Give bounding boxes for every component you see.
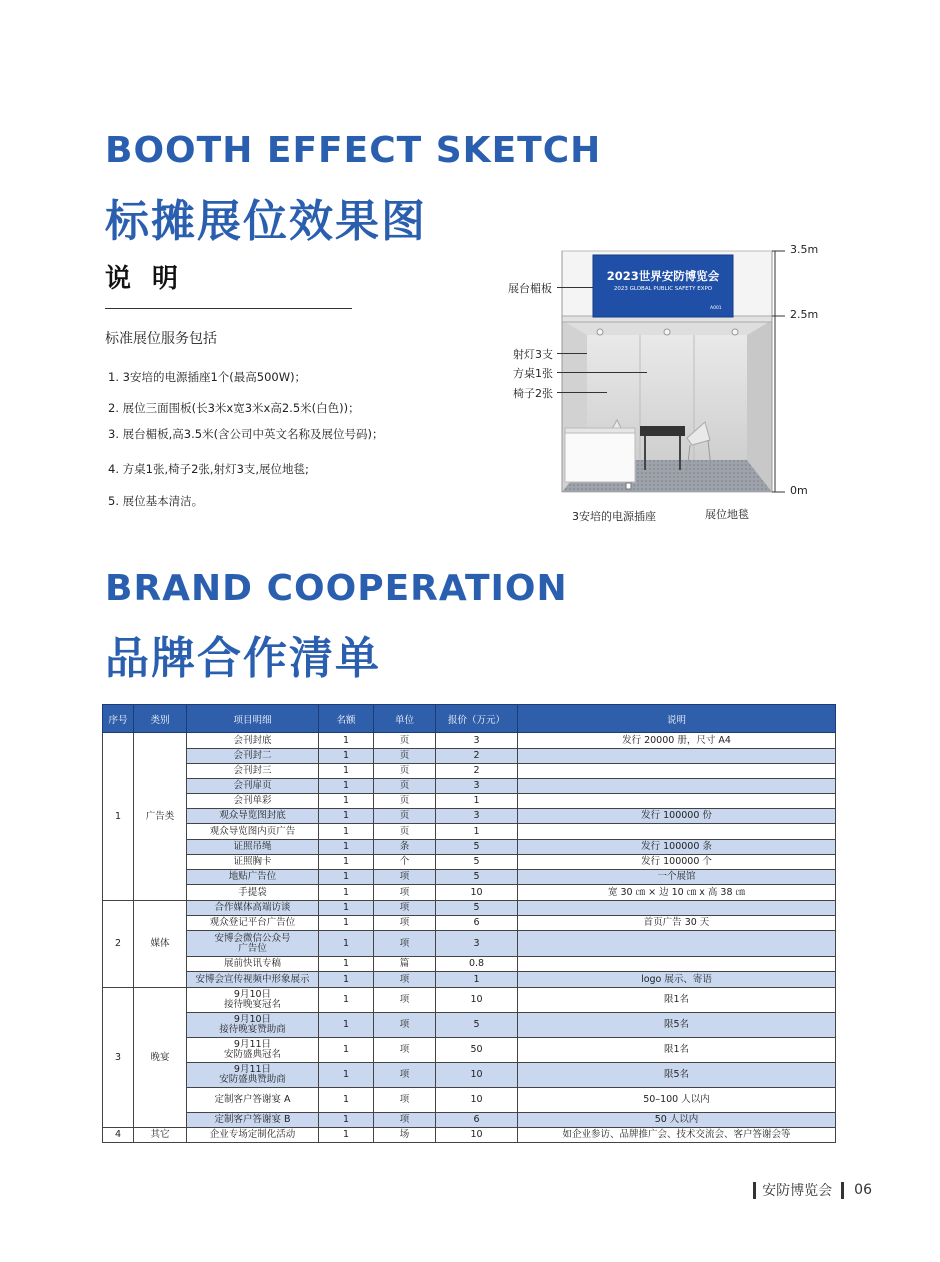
quota-cell: 1	[319, 1063, 374, 1088]
quota-cell: 1	[319, 870, 374, 885]
footer-label: 安防博览会	[762, 1183, 833, 1199]
column-header: 类别	[134, 705, 187, 733]
price-cell: 5	[436, 901, 518, 916]
item-cell: 安博会宣传视频中形象展示	[187, 972, 319, 988]
item-cell: 定制客户答谢宴 A	[187, 1088, 319, 1113]
table-row	[103, 809, 836, 824]
booth-sketch	[505, 240, 835, 530]
price-cell: 2	[436, 749, 518, 764]
label-socket: 3安培的电源插座	[572, 510, 656, 523]
price-cell: 0.8	[436, 957, 518, 972]
quota-cell: 1	[319, 916, 374, 931]
table-row	[103, 916, 836, 931]
quota-cell: 1	[319, 794, 374, 809]
leader-line	[557, 353, 587, 354]
note-cell: 限5名	[518, 1063, 836, 1088]
service-item: 2. 展位三面围板(长3米x宽3米x高2.5米(白色))；	[108, 401, 360, 415]
quota-cell: 1	[319, 749, 374, 764]
section-title-cn: 标摊展位效果图	[105, 196, 427, 247]
leader-line	[557, 287, 593, 288]
table-row	[103, 1088, 836, 1113]
footer-bar	[841, 1182, 844, 1199]
page-footer	[753, 1180, 872, 1200]
note-cell: 首页广告 30 天	[518, 916, 836, 931]
quota-cell: 1	[319, 1038, 374, 1063]
divider	[105, 308, 352, 309]
table-row	[103, 988, 836, 1013]
description-heading: 说 明	[105, 264, 185, 294]
unit-cell: 项	[374, 988, 436, 1013]
table-row	[103, 901, 836, 916]
service-item: 1. 3安培的电源插座1个(最高500W)；	[108, 370, 307, 384]
table-row	[103, 855, 836, 870]
note-cell	[518, 779, 836, 794]
table-row	[103, 779, 836, 794]
item-cell: 证照吊绳	[187, 840, 319, 855]
note-cell: 发行 100000 份	[518, 809, 836, 824]
quota-cell: 1	[319, 931, 374, 957]
table-row	[103, 870, 836, 885]
unit-cell: 页	[374, 779, 436, 794]
price-cell: 1	[436, 972, 518, 988]
label-spotlight: 射灯3支	[513, 348, 553, 361]
table-row	[103, 885, 836, 901]
item-cell: 观众导览图内页广告	[187, 824, 319, 840]
quota-cell: 1	[319, 1088, 374, 1113]
column-header: 报价（万元）	[436, 705, 518, 733]
note-cell: logo 展示、寄语	[518, 972, 836, 988]
item-cell: 手提袋	[187, 885, 319, 901]
quota-cell: 1	[319, 885, 374, 901]
unit-cell: 项	[374, 1038, 436, 1063]
item-cell: 会刊封二	[187, 749, 319, 764]
item-cell: 观众登记平台广告位	[187, 916, 319, 931]
note-cell	[518, 794, 836, 809]
unit-cell: 页	[374, 824, 436, 840]
quota-cell: 1	[319, 824, 374, 840]
note-cell	[518, 749, 836, 764]
unit-cell: 项	[374, 1088, 436, 1113]
item-cell: 9月10日 接待晚宴冠名	[187, 988, 319, 1013]
price-cell: 2	[436, 764, 518, 779]
price-cell: 10	[436, 1088, 518, 1113]
item-cell: 企业专场定制化活动	[187, 1128, 319, 1143]
item-cell: 地贴广告位	[187, 870, 319, 885]
note-cell	[518, 824, 836, 840]
note-cell: 发行 100000 条	[518, 840, 836, 855]
price-cell: 10	[436, 1063, 518, 1088]
item-cell: 证照胸卡	[187, 855, 319, 870]
column-header: 说明	[518, 705, 836, 733]
section-title-en: BRAND COOPERATION	[105, 568, 568, 609]
price-cell: 1	[436, 824, 518, 840]
unit-cell: 页	[374, 749, 436, 764]
quota-cell: 1	[319, 957, 374, 972]
table-row	[103, 1128, 836, 1143]
banner-title: 2023世界安防博览会	[606, 269, 720, 283]
height-2.5m: 2.5m	[790, 308, 819, 321]
category-cell: 广告类	[134, 733, 187, 901]
unit-cell: 篇	[374, 957, 436, 972]
quota-cell: 1	[319, 764, 374, 779]
table-row	[103, 733, 836, 749]
page-number: 06	[854, 1182, 872, 1198]
category-cell: 晚宴	[134, 988, 187, 1128]
quota-cell: 1	[319, 840, 374, 855]
note-cell	[518, 901, 836, 916]
section-title-cn: 品牌合作清单	[105, 633, 381, 684]
unit-cell: 条	[374, 840, 436, 855]
unit-cell: 项	[374, 972, 436, 988]
table-row	[103, 840, 836, 855]
price-cell: 10	[436, 1128, 518, 1143]
price-cell: 3	[436, 733, 518, 749]
height-3.5m: 3.5m	[790, 243, 819, 256]
quota-cell: 1	[319, 901, 374, 916]
price-cell: 3	[436, 931, 518, 957]
table-row	[103, 931, 836, 957]
label-chairs: 椅子2张	[513, 387, 553, 400]
item-cell: 观众导览图封底	[187, 809, 319, 824]
quota-cell: 1	[319, 972, 374, 988]
footer-bar	[753, 1182, 756, 1199]
row-number: 4	[103, 1128, 134, 1143]
unit-cell: 项	[374, 1113, 436, 1128]
note-cell: 一个展馆	[518, 870, 836, 885]
item-cell: 9月11日 安防盛典赞助商	[187, 1063, 319, 1088]
item-cell: 会刊封底	[187, 733, 319, 749]
quota-cell: 1	[319, 733, 374, 749]
banner-subtitle: 2023 GLOBAL PUBLIC SAFETY EXPO	[613, 286, 713, 292]
unit-cell: 项	[374, 1063, 436, 1088]
note-cell: 发行 20000 册，尺寸 A4	[518, 733, 836, 749]
service-item: 4. 方桌1张,椅子2张,射灯3支,展位地毯;	[108, 462, 309, 476]
quota-cell: 1	[319, 1013, 374, 1038]
item-cell: 会刊扉页	[187, 779, 319, 794]
table-row	[103, 1038, 836, 1063]
column-header: 项目明细	[187, 705, 319, 733]
category-cell: 媒体	[134, 901, 187, 988]
label-table: 方桌1张	[513, 367, 553, 380]
item-cell: 会刊封三	[187, 764, 319, 779]
note-cell	[518, 931, 836, 957]
unit-cell: 页	[374, 764, 436, 779]
column-header: 名额	[319, 705, 374, 733]
table-row	[103, 1013, 836, 1038]
note-cell: 限5名	[518, 1013, 836, 1038]
label-carpet: 展位地毯	[705, 508, 749, 521]
service-item: 5. 展位基本清洁。	[108, 494, 204, 508]
booth-number: A001	[710, 306, 722, 311]
unit-cell: 个	[374, 855, 436, 870]
price-cell: 5	[436, 840, 518, 855]
leader-line	[557, 372, 647, 373]
item-cell: 合作媒体高端访谈	[187, 901, 319, 916]
unit-cell: 页	[374, 809, 436, 824]
table-header-row	[103, 705, 836, 733]
row-number: 2	[103, 901, 134, 988]
price-cell: 10	[436, 885, 518, 901]
price-cell: 5	[436, 1013, 518, 1038]
unit-cell: 页	[374, 794, 436, 809]
item-cell: 9月11日 安防盛典冠名	[187, 1038, 319, 1063]
quota-cell: 1	[319, 1113, 374, 1128]
table-row	[103, 1113, 836, 1128]
note-cell	[518, 764, 836, 779]
unit-cell: 项	[374, 1013, 436, 1038]
item-cell: 展前快讯专稿	[187, 957, 319, 972]
category-cell: 其它	[134, 1128, 187, 1143]
note-cell: 如企业参访、品牌推广会、技术交流会、客户答谢会等	[518, 1128, 836, 1143]
row-number: 1	[103, 733, 134, 901]
leader-line	[557, 392, 607, 393]
unit-cell: 项	[374, 931, 436, 957]
unit-cell: 项	[374, 885, 436, 901]
note-cell: 发行 100000 个	[518, 855, 836, 870]
note-cell: 宽 30 ㎝ × 边 10 ㎝ x 高 38 ㎝	[518, 885, 836, 901]
price-cell: 1	[436, 794, 518, 809]
item-cell: 9月10日 接待晚宴赞助商	[187, 1013, 319, 1038]
row-number: 3	[103, 988, 134, 1128]
quota-cell: 1	[319, 809, 374, 824]
quota-cell: 1	[319, 779, 374, 794]
price-cell: 6	[436, 916, 518, 931]
table-row	[103, 824, 836, 840]
price-cell: 3	[436, 809, 518, 824]
column-header: 单位	[374, 705, 436, 733]
unit-cell: 场	[374, 1128, 436, 1143]
service-item: 3. 展台楣板,高3.5米(含公司中英文名称及展位号码)；	[108, 427, 384, 441]
note-cell: 50–100 人以内	[518, 1088, 836, 1113]
price-cell: 6	[436, 1113, 518, 1128]
note-cell: 限1名	[518, 1038, 836, 1063]
note-cell: 限1名	[518, 988, 836, 1013]
item-cell: 安博会微信公众号 广告位	[187, 931, 319, 957]
price-cell: 5	[436, 870, 518, 885]
note-cell	[518, 957, 836, 972]
table-row	[103, 1063, 836, 1088]
price-cell: 10	[436, 988, 518, 1013]
price-cell: 50	[436, 1038, 518, 1063]
height-0m: 0m	[790, 484, 808, 497]
description-subheading: 标准展位服务包括	[105, 331, 217, 347]
cooperation-table	[102, 704, 836, 1143]
table-row	[103, 957, 836, 972]
table-row	[103, 972, 836, 988]
table-row	[103, 794, 836, 809]
column-header: 序号	[103, 705, 134, 733]
item-cell: 定制客户答谢宴 B	[187, 1113, 319, 1128]
unit-cell: 页	[374, 733, 436, 749]
item-cell: 会刊单彩	[187, 794, 319, 809]
price-cell: 3	[436, 779, 518, 794]
table-row	[103, 749, 836, 764]
quota-cell: 1	[319, 1128, 374, 1143]
label-fascia: 展台楣板	[508, 282, 552, 295]
unit-cell: 项	[374, 870, 436, 885]
unit-cell: 项	[374, 901, 436, 916]
price-cell: 5	[436, 855, 518, 870]
quota-cell: 1	[319, 855, 374, 870]
unit-cell: 项	[374, 916, 436, 931]
note-cell: 50 人以内	[518, 1113, 836, 1128]
section-title-en: BOOTH EFFECT SKETCH	[105, 130, 602, 171]
quota-cell: 1	[319, 988, 374, 1013]
table-row	[103, 764, 836, 779]
